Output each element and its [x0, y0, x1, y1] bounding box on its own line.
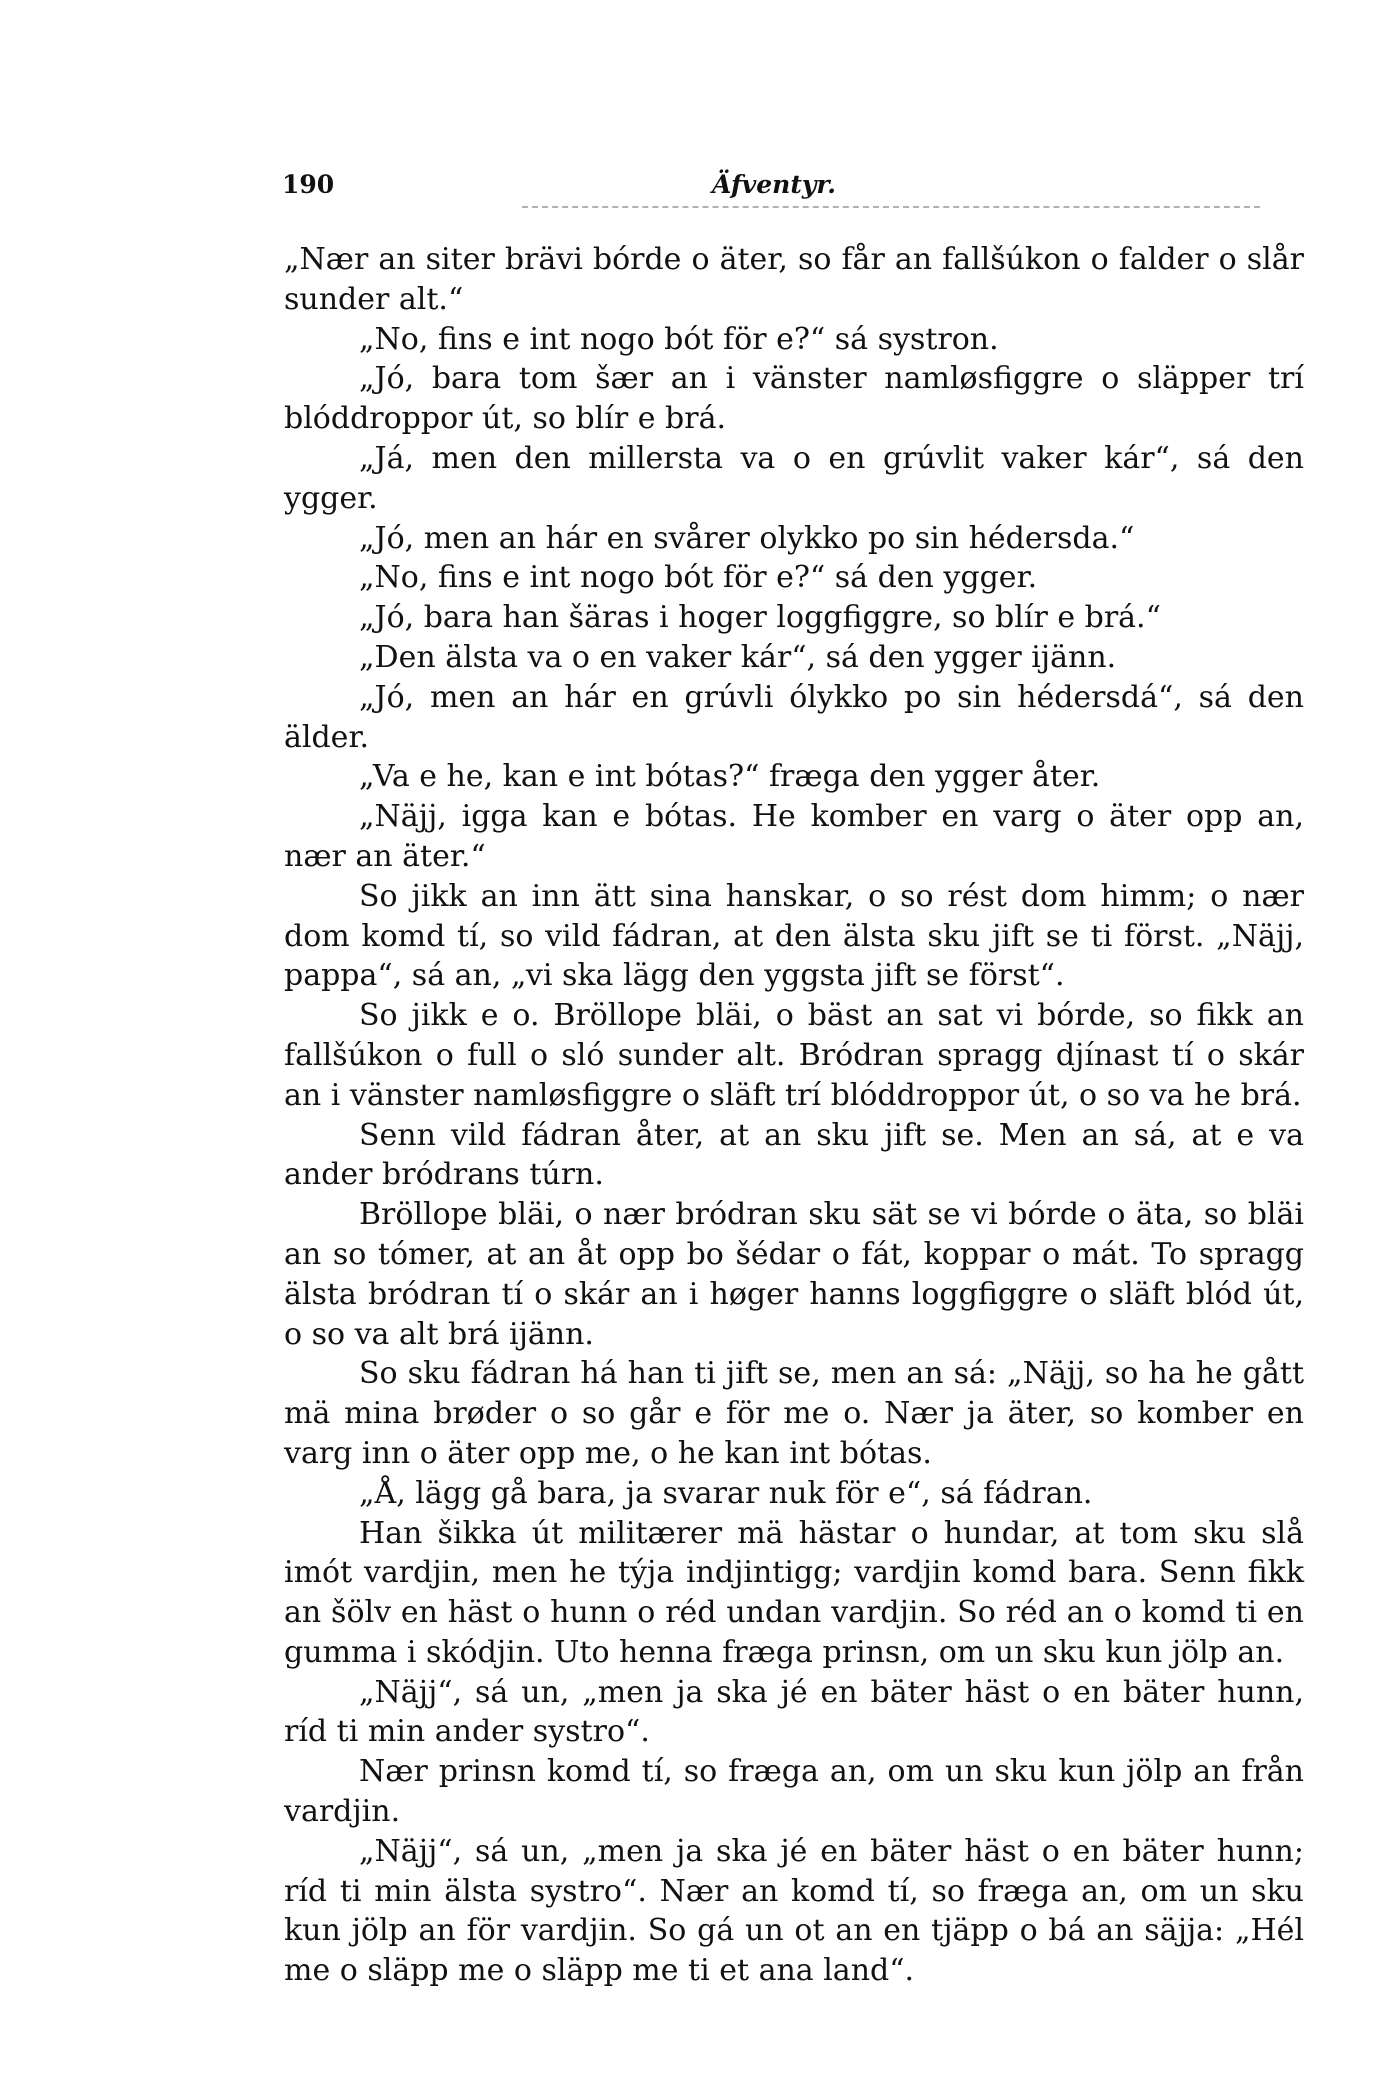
page-header — [282, 170, 1280, 210]
paragraph: „Jó, men an hár en grúvli ólykko po sin hédersdá“, sá den älder. — [284, 679, 1304, 755]
paragraph: Nær prinsn komd tí, so fræga an, om un sku kun jölp an från vardjin. — [284, 1754, 1304, 1830]
paragraph: „Jó, bara tom šær an i vänster namløsfiggre o släpper trí blóddroppor út, so blír e brá. — [284, 361, 1304, 437]
paragraph: „Nær an siter brävi bórde o äter, so får an fallšúkon o falder o slår sunder alt.“ — [284, 242, 1304, 317]
paragraph: „Den älsta va o en vaker kár“, sá den ygger ijänn. — [359, 639, 1117, 675]
paragraph: „Jó, bara han šäras i hoger loggfiggre, so blír e brá.“ — [359, 600, 1161, 636]
running-title: Äfventyr. — [712, 170, 836, 199]
header-rule — [522, 206, 1260, 208]
paragraph: So sku fádran há han ti jift se, men an sá: „Näjj, so ha he gått mä mina brøder o so går e för me o. Nær ja äter, so komber en varg inn o äter opp me, o he kan int bótas. — [284, 1356, 1304, 1471]
paragraph: „Näjj“, sá un, „men ja ska jé en bäter häst o en bäter hunn, ríd ti min ander systro“. — [284, 1674, 1304, 1750]
paragraph: „Já, men den millersta va o en grúvlit vaker kár“, sá den ygger. — [284, 440, 1304, 516]
paragraph: „No, fins e int nogo bót för e?“ sá den ygger. — [359, 560, 1038, 596]
paragraph: Senn vild fádran åter, at an sku jift se. Men an sá, at e va ander bródrans túrn. — [284, 1117, 1304, 1193]
paragraph: „Näjj, igga kan e bótas. He komber en varg o äter opp an, nær an äter.“ — [284, 799, 1304, 874]
page-number: 190 — [282, 170, 335, 199]
paragraph: So jikk an inn ätt sina hanskar, o so rést dom himm; o nær dom komd tí, so vild fádran, at den älsta sku jift se ti först. „Näjj, pappa“, sá an, „vi ska lägg den yggsta jift se först“. — [284, 878, 1304, 994]
paragraph: „No, fins e int nogo bót för e?“ sá systron. — [359, 321, 999, 357]
paragraph: Bröllope bläi, o nær bródran sku sät se vi bórde o äta, so bläi an so tómer, at an åt opp bo šédar o fát, koppar o mát. To spragg älsta bródran tí o skár an i høger hanns loggfiggre o släft blód út, o so va alt brá ijänn. — [284, 1197, 1304, 1352]
paragraph: „Va e he, kan e int bótas?“ fræga den ygger åter. — [359, 759, 1101, 795]
paragraph: So jikk e o. Bröllope bläi, o bäst an sat vi bórde, so fikk an fallšúkon o full o sló sunder alt. Bródran spragg djínast tí o skár an i vänster namløsfiggre o släft trí blóddroppor út, o so va he brá. — [284, 998, 1304, 1113]
paragraph: „Å, lägg gå bara, ja svarar nuk för e“, sá fádran. — [359, 1475, 1093, 1511]
body-text — [284, 240, 1304, 1991]
paragraph: „Näjj“, sá un, „men ja ska jé en bäter häst o en bäter hunn; ríd ti min älsta systro“. Nær an komd tí, so fræga an, om un sku kun jölp an för vardjin. So gá un ot an en tjäpp o bá an säjja: „Hél me o släpp me o släpp me ti et ana land“. — [284, 1833, 1304, 1989]
paragraph: Han šikka út militærer mä hästar o hundar, at tom sku slå imót vardjin, men he týja indjintigg; vardjin komd bara. Senn fikk an šölv en häst o hunn o réd undan vardjin. So réd an o komd ti en gumma i skódjin. Uto henna fræga prinsn, om un sku kun jölp an. — [284, 1515, 1304, 1670]
paragraph: „Jó, men an hár en svårer olykko po sin hédersda.“ — [359, 520, 1135, 556]
